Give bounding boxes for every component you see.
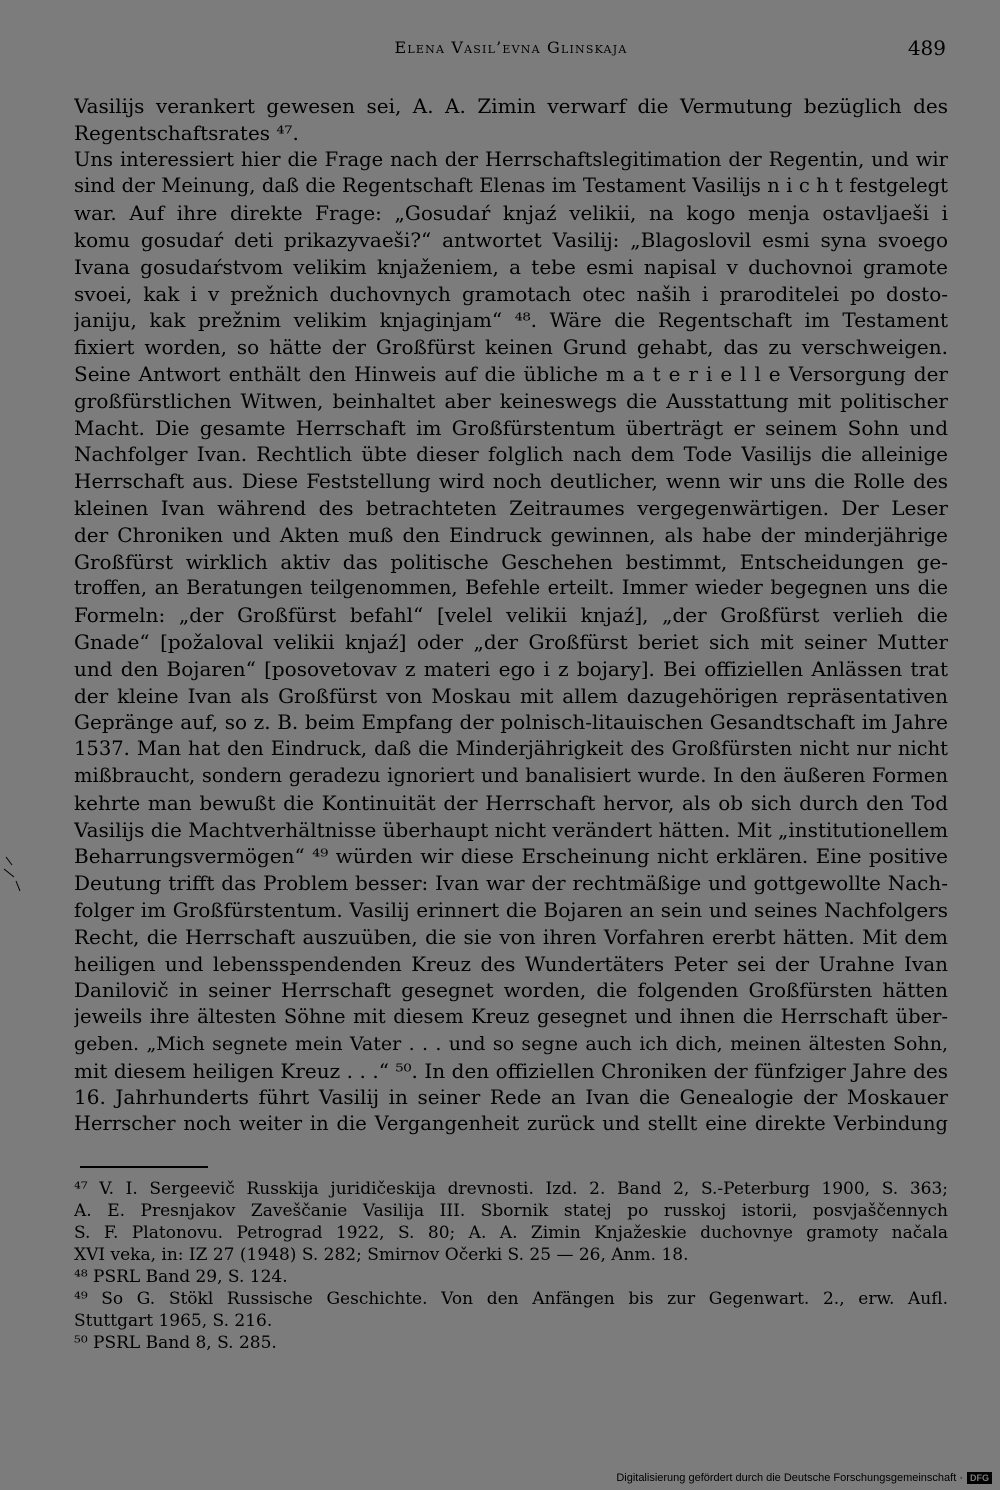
body-line: Regentschaftsrates ⁴⁷. [74,120,299,145]
body-line: Beharrungsvermögen“ ⁴⁹ würden wir diese Erscheinung nicht erklären. Eine positive [74,844,948,869]
footnote-line: ⁴⁹ So G. Stökl Russische Geschichte. Von den Anfängen bis zur Gegenwart. 2., erw. Aufl. [74,1289,948,1309]
body-line: Ivana gosudaŕstvom velikim knjaženiem, a tebe esmi napisal v duchovnoi gramote [74,254,948,279]
body-line: Seine Antwort enthält den Hinweis auf die übliche m a t e r i e l l e Versorgung der [74,361,948,386]
body-line: kleinen Ivan während des betrachteten Zeitraumes vergegenwärtigen. Der Leser [74,495,948,520]
body-line: Herrschaft aus. Diese Feststellung wird noch deutlicher, wenn wir uns die Rolle des [74,469,948,494]
body-line: Macht. Die gesamte Herrschaft im Großfürstentum überträgt er seinem Sohn und [74,415,948,440]
header-title: Elena Vasil’evna Glinskaja [394,38,628,57]
footnote-separator [80,1166,208,1168]
body-line: Gnade“ [požaloval velikii knjaź] oder „der Großfürst beriet sich mit seiner Mutter [74,629,948,654]
body-line: und den Bojaren“ [posovetovav z materi ego i z bojary]. Bei offiziellen Anlässen trat [74,656,948,681]
body-line: komu gosudaŕ deti prikazyvaeši?“ antwortet Vasilij: „Blagoslovil esmi syna svoego [74,227,948,252]
body-line: Recht, die Herrschaft auszuüben, die sie von ihren Vorfahren ererbt hätten. Mit dem [74,924,948,949]
body-line: folger im Großfürstentum. Vasilij erinnert die Bojaren an sein und seines Nachfolgers [74,897,948,922]
footnote-line: ⁴⁸ PSRL Band 29, S. 124. [74,1267,288,1287]
body-line: geben. „Mich segnete mein Vater . . . und so segne auch ich dich, meinen ältesten Sohn, [74,1032,948,1055]
body-line: sind der Meinung, daß die Regentschaft Elenas im Testament Vasilijs n i c h t festgelegt [74,174,948,198]
body-line: Gepränge auf, so z. B. beim Empfang der polnisch-litauischen Gesandtschaft im Jahre [74,710,948,735]
body-line: mit diesem heiligen Kreuz . . .“ ⁵⁰. In den offiziellen Chroniken der fünfziger Jahre des [74,1058,948,1083]
credit-text: Digitalisierung gefördert durch die Deutsche Forschungsgemeinschaft · [616,1472,963,1484]
digitization-credit [616,1472,992,1484]
body-line: der Chroniken und Akten muß den Eindruck gewinnen, als habe der minderjährige [74,522,948,547]
page-number: 489 [907,36,946,60]
footnotes [74,1178,948,1354]
footnote-line: ⁵⁰ PSRL Band 8, S. 285. [74,1333,277,1353]
footnote-line: A. E. Presnjakov Zaveščanie Vasilija III. Sbornik statej po russkoj istorii, posvjaščennych [74,1201,948,1221]
body-line: Vasilijs die Machtverhältnisse überhaupt nicht verändert hätten. Mit „institutionellem [74,817,948,842]
body-line: der kleine Ivan als Großfürst von Moskau mit allem dazugehörigen repräsentativen [74,683,948,708]
body-line: war. Auf ihre direkte Frage: „Gosudaŕ knjaź velikii, na kogo menja ostavljaeši i [74,201,948,226]
body-line: Herrscher noch weiter in die Vergangenheit zurück und stellt eine direkte Verbindung [74,1112,948,1136]
body-line: janiju, kak prežnim velikim knjaginjam“ ⁴⁸. Wäre die Regentschaft im Testament [74,308,948,333]
footnote-line: ⁴⁷ V. I. Sergeevič Russkija juridičeskija drevnosti. Izd. 2. Band 2, S.-Peterburg 1900, S. 363; [74,1179,948,1199]
body-line: 1537. Man hat den Eindruck, daß die Minderjährigkeit des Großfürsten nicht nur nicht [74,737,948,761]
body-line: fixiert worden, so hätte der Großfürst keinen Grund gehabt, das zu verschweigen. [74,335,948,360]
dfg-logo-icon: DFG [967,1472,992,1484]
body-line: Uns interessiert hier die Frage nach der Herrschaftslegitimation der Regentin, und wir [74,147,948,171]
running-header [74,36,948,64]
body-line: svoei, kak i v prežnich duchovnych gramotach otec naših i praroditelei po dosto- [74,281,948,306]
body-line: Vasilijs verankert gewesen sei, A. A. Zimin verwarf die Vermutung bezüglich des [74,94,948,118]
body-line: Deutung trifft das Problem besser: Ivan war der rechtmäßige und gottgewollte Nach- [74,871,948,896]
body-line: jeweils ihre ältesten Söhne mit diesem Kreuz gesegnet und ihnen die Herrschaft über- [74,1005,948,1029]
footnote-line: Stuttgart 1965, S. 216. [74,1311,273,1331]
footnote-line: S. F. Platonovu. Petrograd 1922, S. 80; A. A. Zimin Knjažeskie duchovnye gramoty načala [74,1223,948,1243]
body-line: heiligen und lebensspendenden Kreuz des Wundertäters Peter sei der Urahne Ivan [74,951,948,976]
footnote-line: XVI veka, in: IZ 27 (1948) S. 282; Smirnov Očerki S. 25 — 26, Anm. 18. [74,1245,689,1265]
body-line: 16. Jahrhunderts führt Vasilij in seiner Rede an Ivan die Genealogie der Moskauer [74,1085,948,1110]
body-text [74,93,948,1138]
body-line: mißbraucht, sondern geradezu ignoriert und banalisiert wurde. In den äußeren Formen [74,763,948,787]
body-line: Formeln: „der Großfürst befahl“ [velel velikii knjaź], „der Großfürst verlieh die [74,603,948,628]
body-line: troffen, an Beratungen teilgenommen, Befehle erteilt. Immer wieder begegnen uns die [74,576,948,600]
body-line: großfürstlichen Witwen, beinhaltet aber keineswegs die Ausstattung mit politischer [74,388,948,413]
margin-mark-icon [2,855,22,895]
body-line: kehrte man bewußt die Kontinuität der Herrschaft hervor, als ob sich durch den Tod [74,790,948,815]
body-line: Großfürst wirklich aktiv das politische Geschehen bestimmt, Entscheidungen ge- [74,549,948,574]
body-line: Nachfolger Ivan. Rechtlich übte dieser folglich nach dem Tode Vasilijs die alleinige [74,442,948,467]
body-line: Danilovič in seiner Herrschaft gesegnet worden, die folgenden Großfürsten hätten [74,978,948,1003]
